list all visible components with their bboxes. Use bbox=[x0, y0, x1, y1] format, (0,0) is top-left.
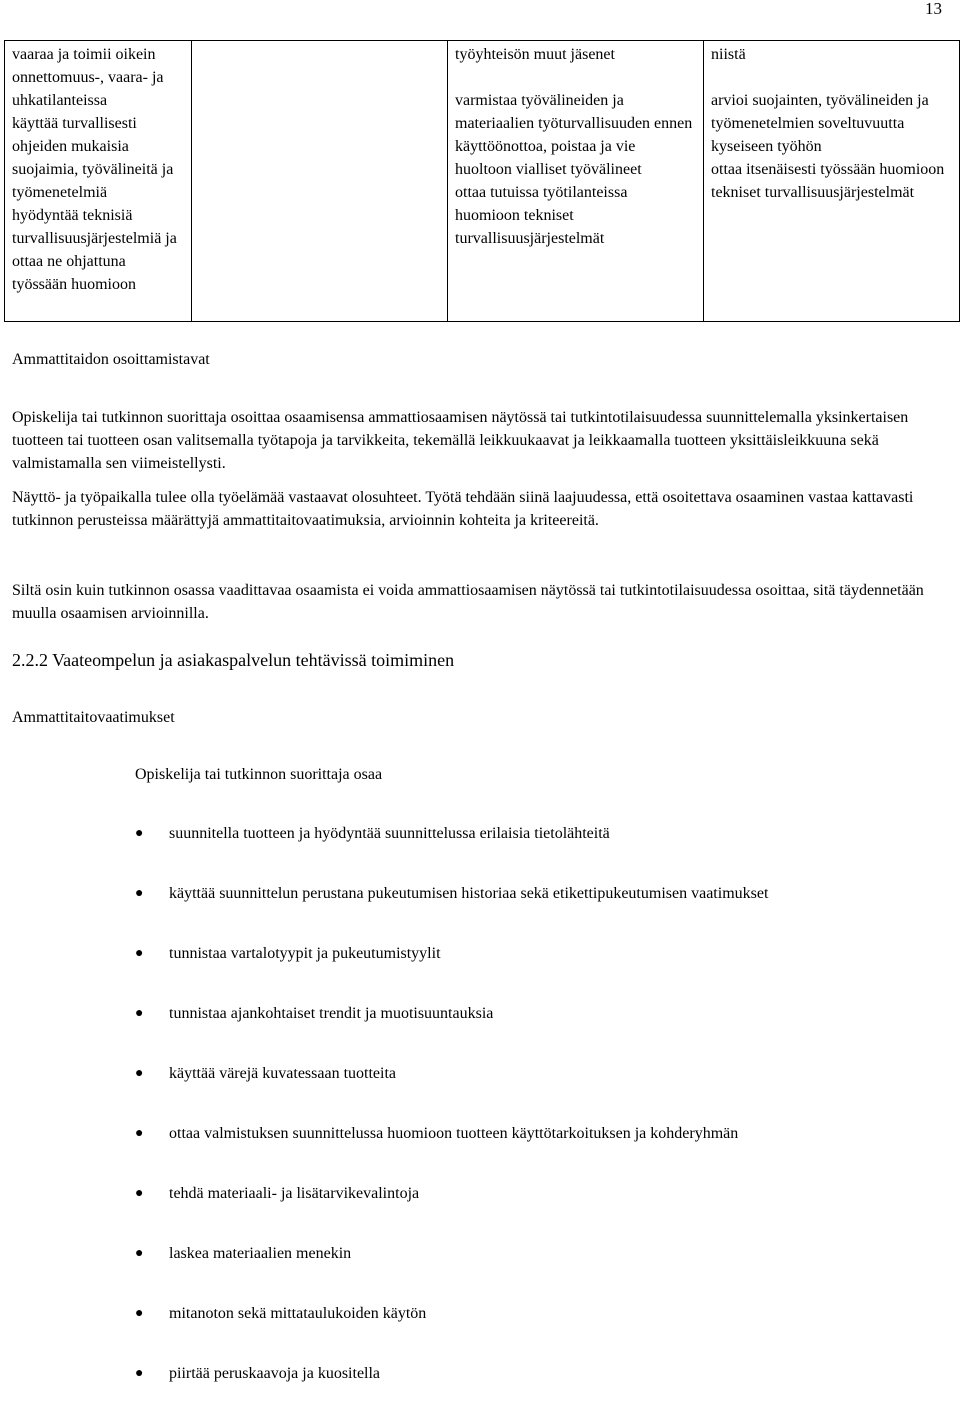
bullet-icon: ● bbox=[135, 886, 144, 901]
page-number: 13 bbox=[925, 0, 942, 18]
bullet-icon: ● bbox=[135, 1366, 144, 1381]
list-item bbox=[135, 1002, 768, 1062]
table-cell-text: ottaa itsenäisesti työssään huomioon tekniset turvallisuusjärjestelmät bbox=[711, 161, 945, 201]
list-item-text: piirtää peruskaavoja ja kuositella bbox=[169, 1365, 381, 1382]
paragraph: Siltä osin kuin tutkinnon osassa vaadittavaa osaamista ei voida ammattiosaamisen näytössä tai tutkintotilaisuudessa osoittaa, sitä täydennetään muulla osaamisen arvioinnilla. bbox=[12, 582, 924, 622]
table-cell-text: varmistaa työvälineiden ja materiaalien työturvallisuuden ennen käyttöönottoa, poistaa ja vie huoltoon vialliset työvälineet bbox=[455, 92, 693, 178]
table-cell-text: vaaraa ja toimii oikein onnettomuus-, vaara- ja uhkatilanteissa bbox=[12, 46, 164, 109]
section-label: Ammattitaidon osoittamistavat bbox=[12, 351, 210, 368]
paragraph: Näyttö- ja työpaikalla tulee olla työelämää vastaavat olosuhteet. Työtä tehdään siinä laajuudessa, että osoitettava osaaminen vastaa kattavasti tutkinnon perusteissa määrättyjä ammattitaitovaatimuksia, arvioinnin kohteita ja kriteereitä. bbox=[12, 489, 914, 529]
bullet-icon: ● bbox=[135, 1306, 144, 1321]
list-intro: Opiskelija tai tutkinnon suorittaja osaa bbox=[135, 766, 383, 783]
table-cell-text: työyhteisön muut jäsenet bbox=[455, 46, 615, 63]
subheading: Ammattitaitovaatimukset bbox=[12, 709, 175, 726]
section-heading: 2.2.2 Vaateompelun ja asiakaspalvelun tehtävissä toimiminen bbox=[12, 650, 455, 670]
paragraph: Opiskelija tai tutkinnon suorittaja osoittaa osaamisensa ammattiosaamisen näytössä tai tutkintotilaisuudessa suunnittelemalla yksinkertaisen tuotteen tai tuotteen osan valitsemalla työtapoja ja tarvikkeita, tekemällä leikkuukaavat ja leikkaamalla tuotteen yksittäisleikkuuna sekä valmistamalla sen viimeistellysti. bbox=[12, 409, 909, 472]
bullet-icon: ● bbox=[135, 826, 144, 841]
list-item-text: ottaa valmistuksen suunnittelussa huomioon tuotteen käyttötarkoituksen ja kohderyhmän bbox=[169, 1125, 739, 1142]
list-item bbox=[135, 1182, 768, 1242]
list-item bbox=[135, 1242, 768, 1302]
table-cell-text: niistä bbox=[711, 46, 746, 63]
table-cell-col4 bbox=[704, 41, 960, 322]
bullet-icon: ● bbox=[135, 1126, 144, 1141]
list-item-text: käyttää värejä kuvatessaan tuotteita bbox=[169, 1065, 397, 1082]
bullet-icon: ● bbox=[135, 1186, 144, 1201]
list-item-text: tunnistaa ajankohtaiset trendit ja muotisuuntauksia bbox=[169, 1005, 494, 1022]
list-item bbox=[135, 822, 768, 882]
list-item bbox=[135, 882, 768, 942]
bullet-icon: ● bbox=[135, 946, 144, 961]
table-cell-text: hyödyntää teknisiä turvallisuusjärjestelmiä ja ottaa ne ohjattuna työssään huomioon bbox=[12, 207, 177, 293]
list-item-text: tehdä materiaali- ja lisätarvikevalintoja bbox=[169, 1185, 420, 1202]
list-item bbox=[135, 942, 768, 1002]
list-item bbox=[135, 1122, 768, 1182]
table-cell-text: käyttää turvallisesti ohjeiden mukaisia suojaimia, työvälineitä ja työmenetelmiä bbox=[12, 115, 174, 201]
list-item-text: laskea materiaalien menekin bbox=[169, 1245, 352, 1262]
table-cell-text: arvioi suojainten, työvälineiden ja työmenetelmien soveltuvuutta kyseiseen työhön bbox=[711, 92, 929, 155]
assessment-criteria-table bbox=[4, 40, 960, 322]
list-item bbox=[135, 1302, 768, 1362]
bullet-icon: ● bbox=[135, 1006, 144, 1021]
bullet-icon: ● bbox=[135, 1246, 144, 1261]
list-item-text: suunnitella tuotteen ja hyödyntää suunnittelussa erilaisia tietolähteitä bbox=[169, 825, 610, 842]
list-item-text: käyttää suunnittelun perustana pukeutumisen historiaa sekä etikettipukeutumisen vaatimukset bbox=[169, 885, 769, 902]
table-cell-col2 bbox=[192, 41, 448, 322]
bullet-icon: ● bbox=[135, 1066, 144, 1081]
list-item-text: mitanoton sekä mittataulukoiden käytön bbox=[169, 1305, 427, 1322]
list-item bbox=[135, 1062, 768, 1122]
table-cell-col3 bbox=[448, 41, 704, 322]
table-cell-text: ottaa tutuissa työtilanteissa huomioon tekniset turvallisuusjärjestelmät bbox=[455, 184, 628, 247]
requirements-list bbox=[135, 822, 768, 1422]
list-item bbox=[135, 1362, 768, 1422]
table-cell-col1 bbox=[5, 41, 192, 322]
list-item-text: tunnistaa vartalotyypit ja pukeutumistyylit bbox=[169, 945, 441, 962]
